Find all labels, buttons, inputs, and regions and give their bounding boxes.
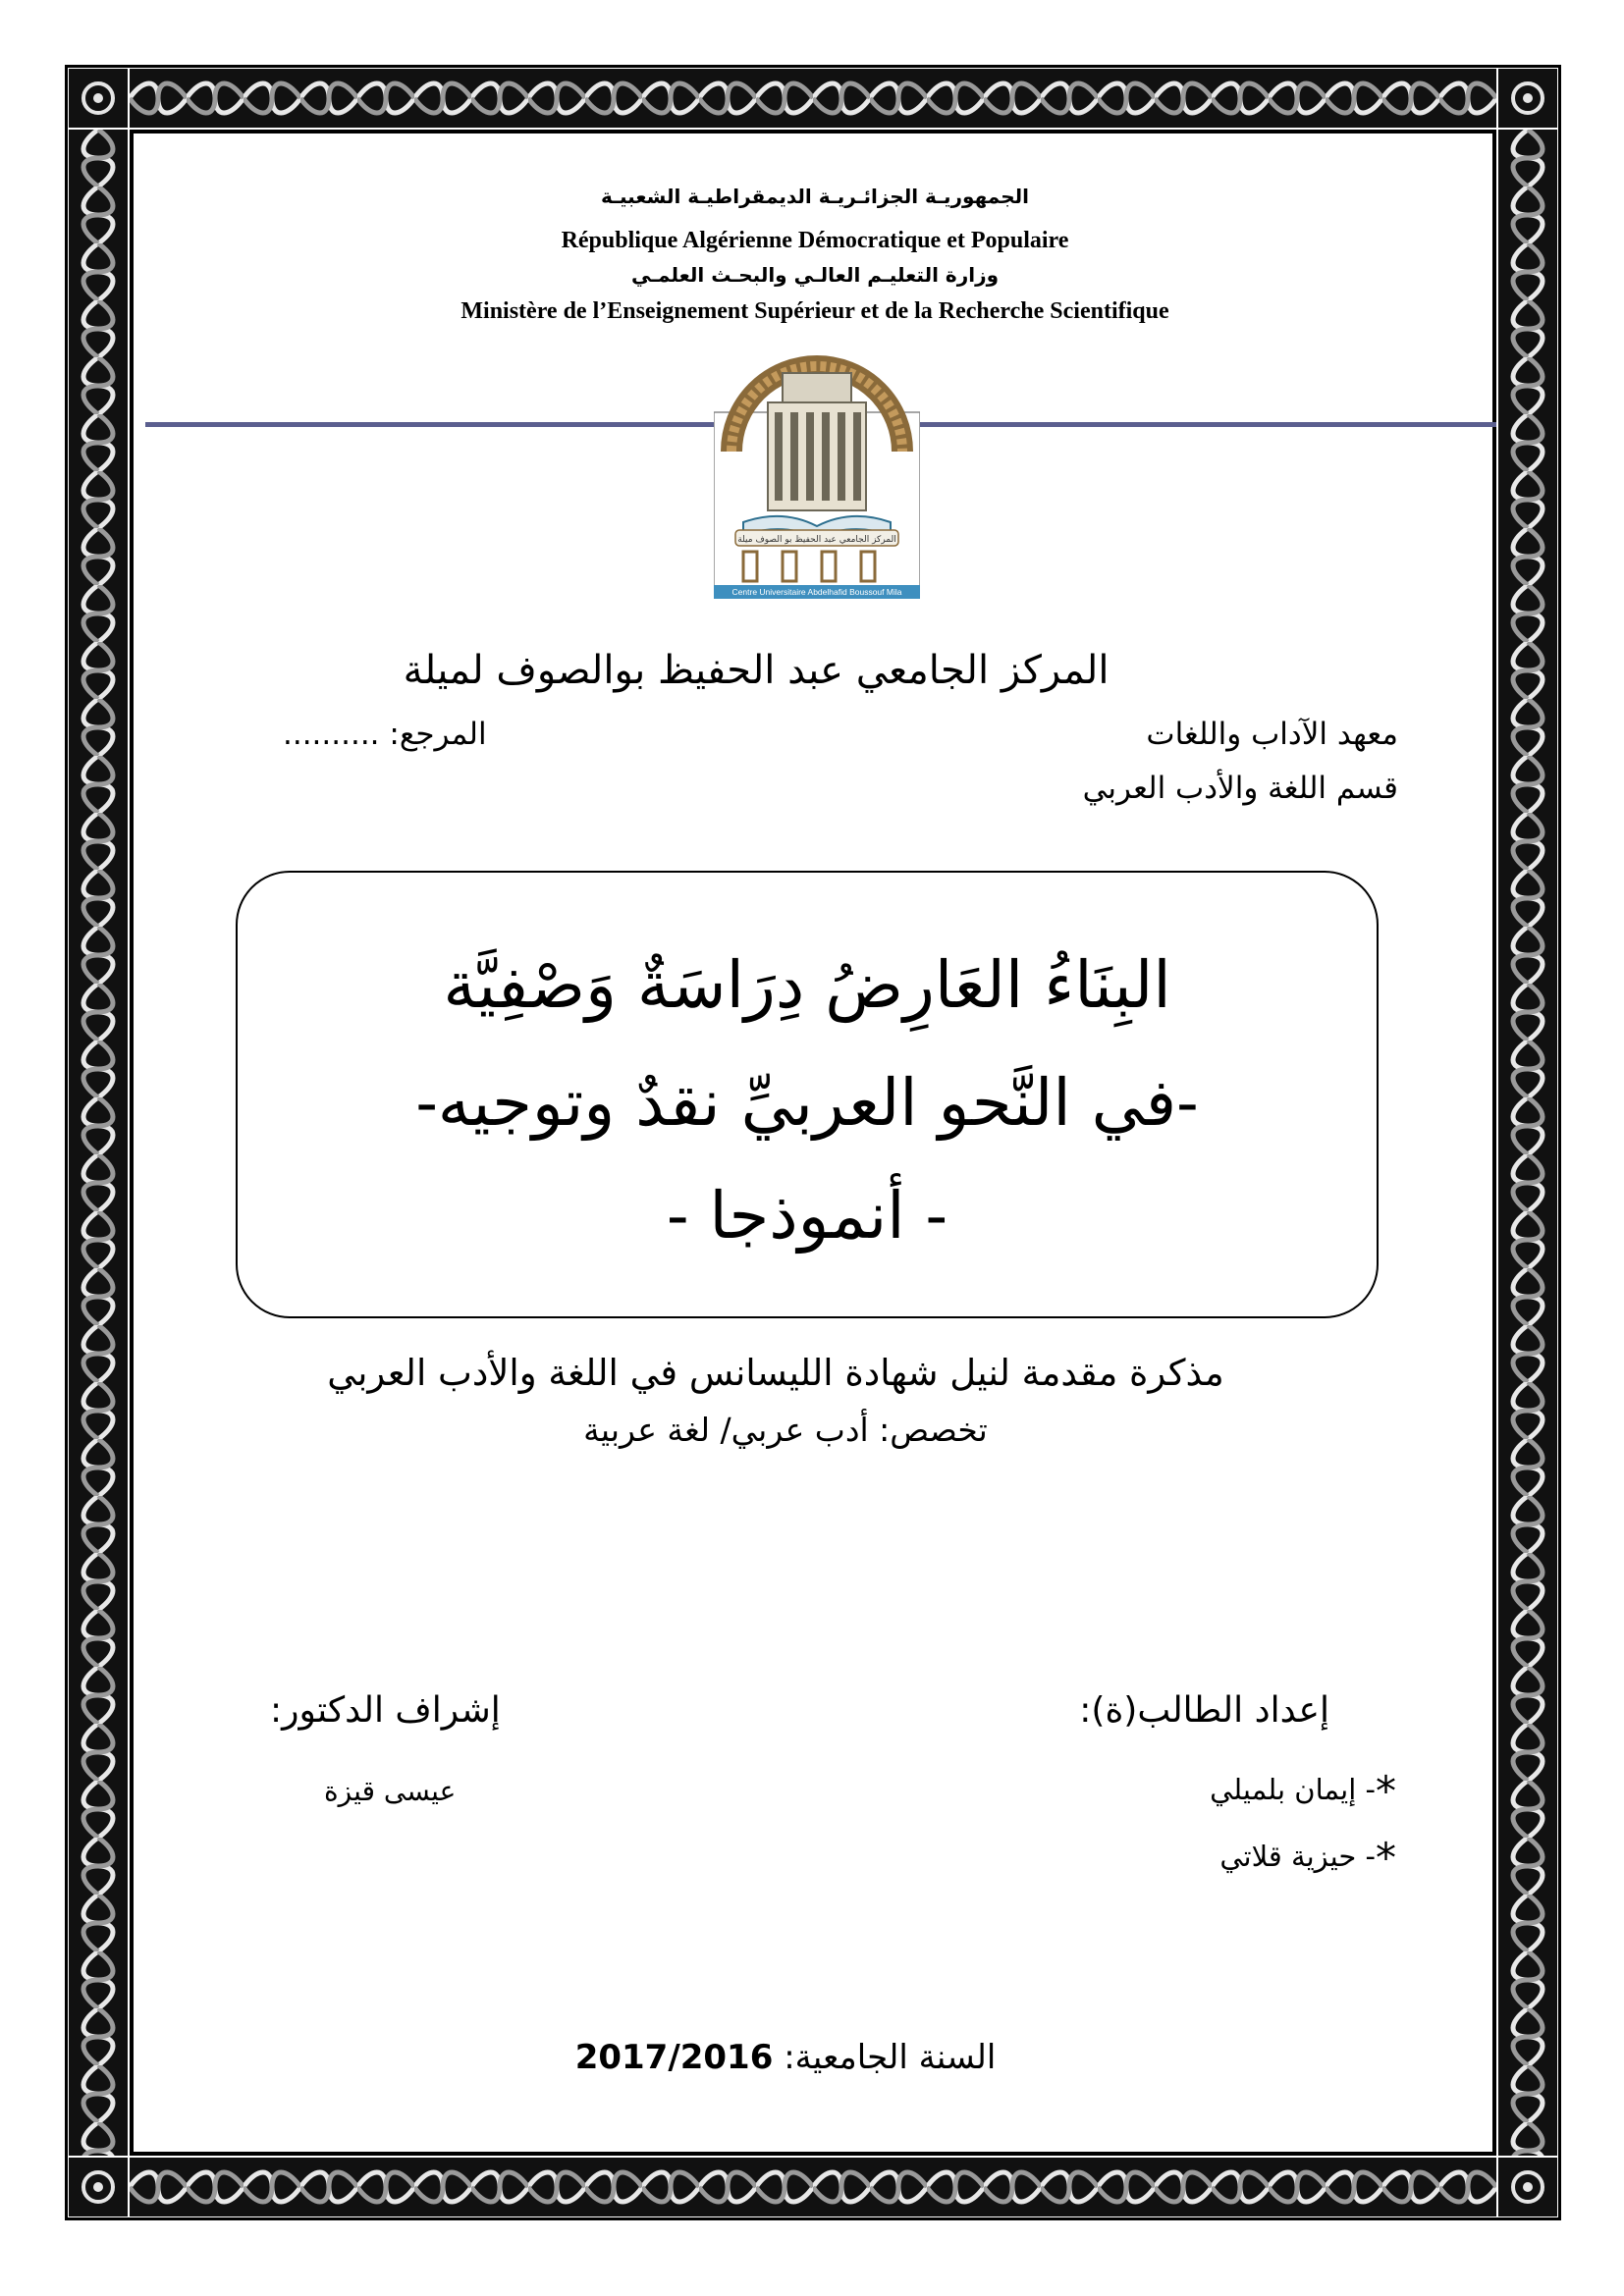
logo-banner-text: المركز الجامعي عبد الحفيظ بو الصوف ميلة (737, 535, 896, 545)
thesis-title-line-2: -في النَّحو العربيِّ نقدٌ وتوجيه- (415, 1065, 1199, 1141)
student-item (1210, 1767, 1396, 1815)
center-name: المركز الجامعي عبد الحفيظ بوالصوف لميلة (403, 648, 1110, 693)
bullet-star: * (1376, 1834, 1396, 1882)
corner-ornament-bottom-right (1498, 2158, 1557, 2216)
border-right (1498, 130, 1557, 2156)
academic-year-value: 2017/2016 (574, 2038, 774, 2077)
border-top (130, 69, 1496, 128)
republic-fr: République Algérienne Démocratique et Populaire (561, 228, 1069, 253)
prepared-by-label: إعداد الطالب(ة): (1079, 1690, 1329, 1731)
academic-year (491, 2038, 1080, 2077)
supervisor-name: عيسى قيزة (324, 1775, 457, 1807)
ministry-fr: Ministère de l’Enseignement Supérieur et de la Recherche Scientifique (460, 298, 1169, 324)
corner-ornament-top-right (1498, 69, 1557, 128)
logo-caption-text: Centre Universitaire Abdelhafid Boussouf Mila (731, 587, 902, 597)
academic-year-label: السنة الجامعية: (784, 2038, 997, 2077)
student-item (1219, 1834, 1396, 1882)
department-name: قسم اللغة والأدب العربي (1082, 771, 1398, 806)
student-name: - حيزية قلاتي (1219, 1840, 1376, 1873)
border-bottom (130, 2158, 1496, 2216)
supervisor-label: إشراف الدكتور: (270, 1690, 501, 1731)
thesis-title-line-1: البِنَاءُ العَارِضُ دِرَاسَةٌ وَصْفِيَّة (443, 947, 1171, 1023)
degree-statement: مذكرة مقدمة لنيل شهادة الليسانس في اللغة والأدب العربي (327, 1352, 1224, 1394)
specialty: تخصص: أدب عربي/ لغة عربية (583, 1411, 988, 1449)
bullet-star: * (1376, 1767, 1396, 1815)
institute-name: معهد الآداب واللغات (1146, 717, 1398, 752)
ministry-ar: وزارة التعليـم العالـي والبحـث العلمـي (630, 263, 1000, 287)
university-logo (714, 334, 920, 599)
thesis-title-line-3: - أنموذجا - (667, 1178, 947, 1254)
reference-field: المرجع: .......... (283, 717, 487, 752)
corner-ornament-bottom-left (69, 2158, 128, 2216)
republic-ar: الجمهوريـة الجزائـريـة الديمقراطيـة الشعبيـة (601, 185, 1029, 208)
border-left (69, 130, 128, 2156)
corner-ornament-top-left (69, 69, 128, 128)
student-name: - إيمان بلميلي (1210, 1773, 1376, 1806)
